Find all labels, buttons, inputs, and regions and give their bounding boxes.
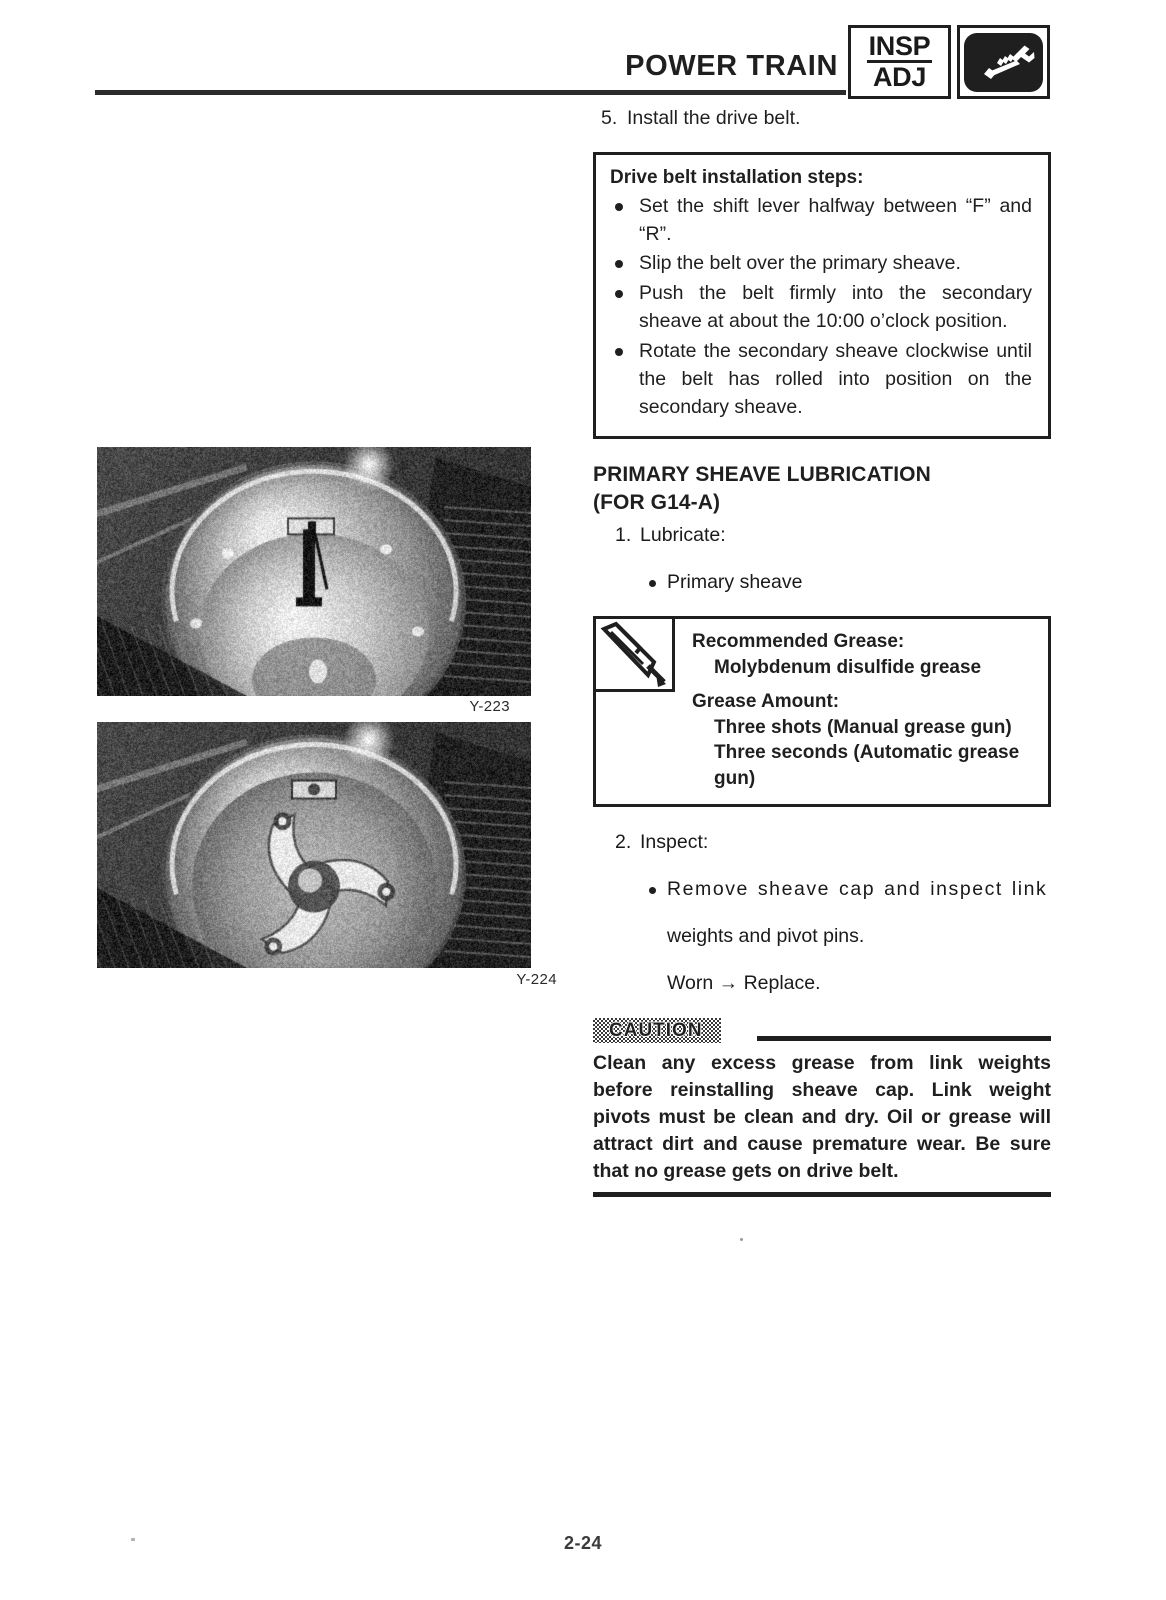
- step-1-bullet: [647, 569, 1051, 597]
- instruction-bullet-list: [610, 193, 1032, 422]
- insp-adj-badge: [848, 25, 951, 99]
- step-1-bullet-text: Primary sheave: [667, 570, 803, 593]
- instruction-bullet-3: Push the belt firmly into the secondary sheave at about the 10:00 o’clock position.: [639, 282, 1032, 333]
- instruction-bullet-2: Slip the belt over the primary sheave.: [639, 252, 961, 275]
- step-5-text: Install the drive belt.: [627, 107, 801, 129]
- bullet-dot-icon: [649, 887, 656, 894]
- content-column: [593, 105, 1051, 1197]
- recommended-grease-label: Recommended Grease:: [692, 630, 905, 652]
- instruction-bullet-1: Set the shift lever halfway between “F” and “R”.: [639, 194, 1032, 245]
- header-rule: [95, 90, 846, 95]
- paper-speck: [740, 1238, 743, 1241]
- grease-gun-icon: [593, 616, 675, 692]
- recommended-grease-value: Molybdenum disulfide grease: [714, 656, 982, 678]
- insp-label: INSP: [867, 33, 933, 63]
- list-item: [610, 193, 1032, 249]
- section-heading-line-2: (FOR G14-A): [593, 490, 721, 514]
- tool-icon-frame: [957, 25, 1050, 99]
- step-1-number: 1.: [615, 523, 632, 546]
- primary-sheave-link-weights-photo: [97, 722, 531, 968]
- step-1-text: Lubricate:: [640, 523, 726, 546]
- primary-sheave-greasing-photo: [97, 447, 531, 696]
- caution-text: Clean any excess grease from link weights before reinstalling sheave cap. Link weight pivots must be clean and dry. Oil or grease will attract dirt and cause premature wear. Be sure that no grease gets on drive belt.: [593, 1052, 1051, 1182]
- grease-amount-automatic: Three seconds (Automatic grease gun): [714, 742, 1020, 790]
- section-heading: [593, 461, 1051, 517]
- grease-amount-label: Grease Amount:: [692, 691, 840, 713]
- caution-header: [593, 1018, 1051, 1045]
- caution-rule-top: [757, 1036, 1051, 1041]
- step-2-bullet: [647, 876, 1051, 904]
- list-item: [610, 338, 1032, 422]
- step-2-text: Inspect:: [640, 830, 709, 853]
- bullet-dot-icon: [615, 203, 623, 211]
- wrench-hand-icon: [964, 33, 1043, 92]
- step-2-bullet-line-1: Remove sheave cap and inspect link: [667, 877, 1048, 900]
- caution-badge: [593, 1018, 721, 1043]
- instruction-bullet-4: Rotate the secondary sheave clockwise until the belt has rolled into position on the secondary sheave.: [639, 340, 1032, 418]
- drive-belt-installation-box: [593, 152, 1051, 439]
- figure-caption-1: Y-223: [469, 698, 510, 715]
- caution-label: CAUTION: [609, 1019, 703, 1041]
- adj-label: ADJ: [872, 61, 927, 92]
- step-5: [601, 105, 1051, 133]
- page-header: [95, 22, 1050, 92]
- page-number: 2-24: [563, 1533, 603, 1553]
- caution-block: [593, 1018, 1051, 1197]
- caution-rule-bottom: [593, 1192, 1051, 1197]
- step-2-number: 2.: [615, 830, 632, 853]
- bullet-dot-icon: [649, 580, 656, 587]
- list-item: [610, 280, 1032, 336]
- step-2-worn-replace: Worn → Replace.: [667, 972, 821, 995]
- figure-caption-2: Y-224: [516, 971, 557, 988]
- grease-spec-box: [593, 616, 1051, 807]
- section-heading-line-1: PRIMARY SHEAVE LUBRICATION: [593, 462, 931, 486]
- list-item: [610, 250, 1032, 278]
- step-2-bullet-line-2: weights and pivot pins.: [667, 925, 865, 948]
- bullet-dot-icon: [615, 348, 623, 356]
- grease-amount-manual: Three shots (Manual grease gun): [714, 716, 1012, 738]
- inspect-block: [593, 829, 1051, 998]
- page-title: POWER TRAIN: [625, 50, 838, 82]
- instruction-box-title: Drive belt installation steps:: [610, 166, 864, 188]
- bullet-dot-icon: [615, 290, 623, 298]
- bullet-dot-icon: [615, 260, 623, 268]
- step-5-number: 5.: [601, 107, 618, 129]
- step-2-inspect: [615, 829, 1051, 857]
- step-1-lubricate: [615, 522, 1051, 550]
